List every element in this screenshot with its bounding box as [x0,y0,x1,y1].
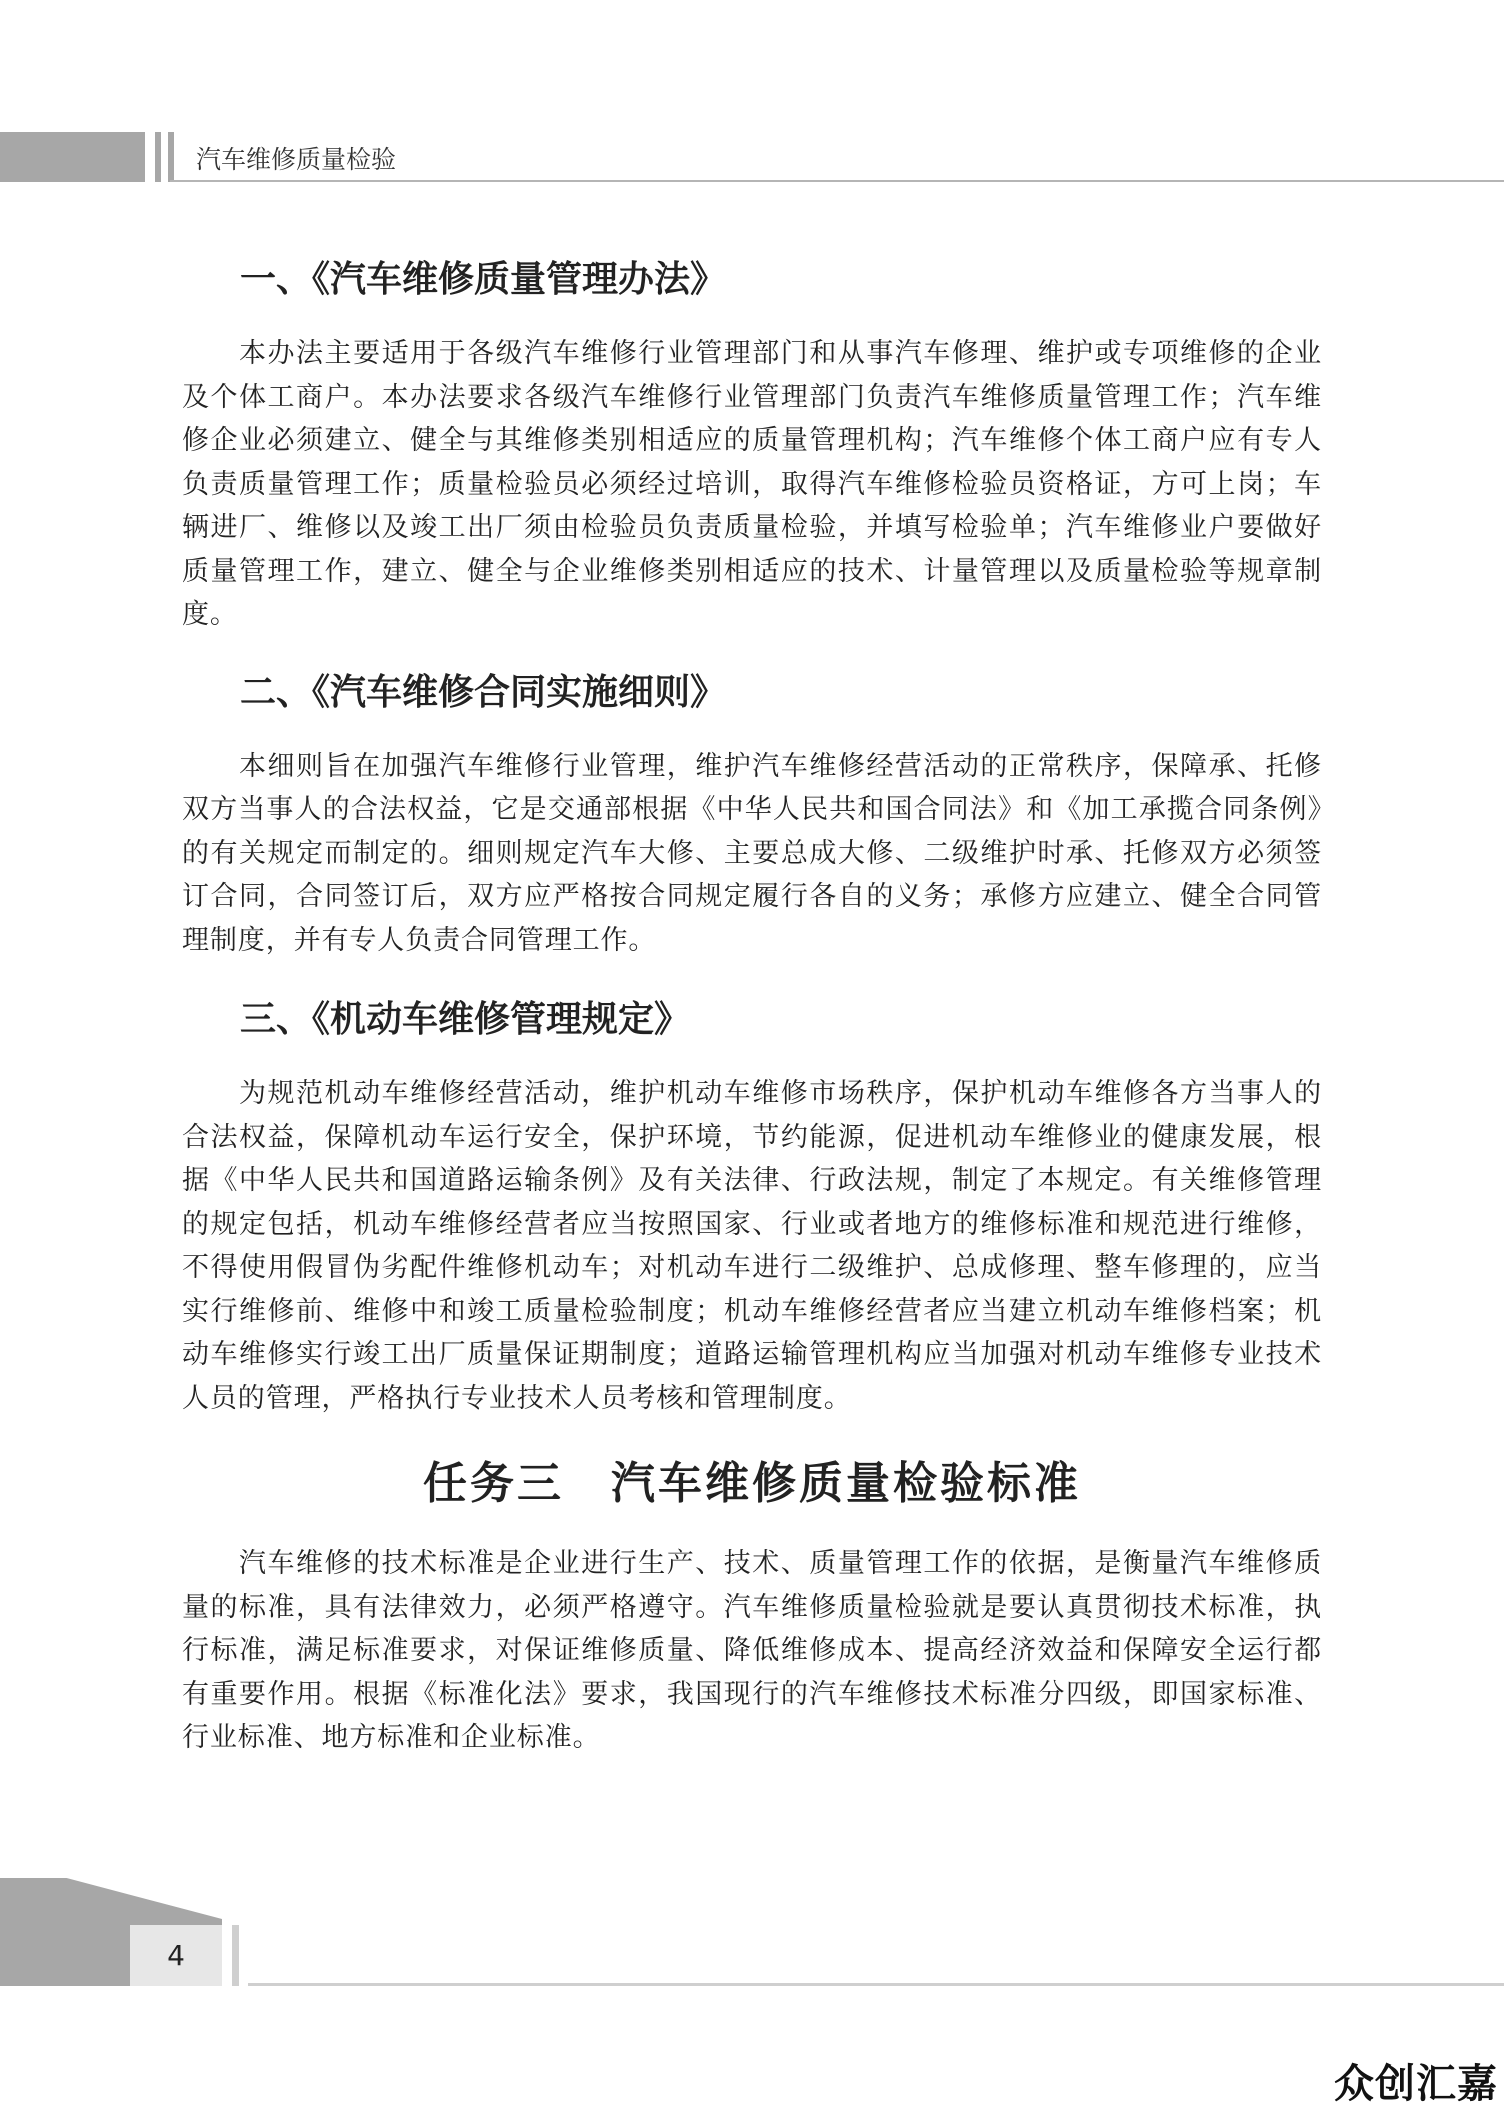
task-title: 任务三 汽车维修质量检验标准 [423,1458,1081,1509]
task-paragraph: 汽车维修的技术标准是企业进行生产、技术、质量管理工作的依据，是衡量汽车维修质量的标准，具有法律效力，必须严格遵守。汽车维修质量检验就是要认真贯彻技术标准，执行标准，满足标准要求，对保证维修质量、降低维修成本、提高经济效益和保障安全运行都有重要作用。根据《标准化法》要求，我国现行的汽车维修技术标准分四级，即国家标准、行业标准、地方标准和企业标准。 [182,1548,1322,1753]
footer-bar [232,1925,239,1986]
section-heading: 二、《汽车维修合同实施细则》 [240,671,727,713]
section-3 [182,990,1322,1420]
section-paragraph: 本办法主要适用于各级汽车维修行业管理部门和从事汽车修理、维护或专项维修的企业及个体工商户。本办法要求各级汽车维修行业管理部门负责汽车维修质量管理工作；汽车维修企业必须建立、健全与其维修类别相适应的质量管理机构；汽车维修个体工商户应有专人负责质量管理工作；质量检验员必须经过培训，取得汽车维修检验员资格证，方可上岗；车辆进厂、维修以及竣工出厂须由检验员负责质量检验，并填写检验单；汽车维修业户要做好质量管理工作，建立、健全与企业维修类别相适应的技术、计量管理以及质量检验等规章制度。 [182,338,1322,630]
header-gray-block [0,132,145,182]
page-body [182,250,1322,1760]
section-1 [182,250,1322,637]
header-bar-1 [155,132,161,182]
page-number: 4 [167,1939,185,1972]
header-rule [170,180,1504,182]
section-heading: 三、《机动车维修管理规定》 [240,999,691,1040]
section-paragraph: 本细则旨在加强汽车维修行业管理，维护汽车维修经营活动的正常秩序，保障承、托修双方当事人的合法权益，它是交通部根据《中华人民共和国合同法》和《加工承揽合同条例》的有关规定而制定的。细则规定汽车大修、主要总成大修、二级维护时承、托修双方必须签订合同，合同签订后，双方应严格按合同规定履行各自的义务；承修方应建立、健全合同管理制度，并有专人负责合同管理工作。 [182,750,1322,956]
watermark-logo: 众创汇嘉 [1334,2061,1498,2107]
section-paragraph: 为规范机动车维修经营活动，维护机动车维修市场秩序，保护机动车维修各方当事人的合法权益，保障机动车运行安全，保护环境，节约能源，促进机动车维修业的健康发展，根据《中华人民共和国道路运输条例》及有关法律、行政法规，制定了本规定。有关维修管理的规定包括，机动车维修经营者应当按照国家、行业或者地方的维修标准和规范进行维修，不得使用假冒伪劣配件维修机动车；对机动车进行二级维护、总成修理、整车修理的，应当实行维修前、维修中和竣工质量检验制度；机动车维修经营者应当建立机动车维修档案；机动车维修实行竣工出厂质量保证期制度；道路运输管理机构应当加强对机动车维修专业技术人员的管理，严格执行专业技术人员考核和管理制度。 [182,1078,1322,1414]
header-bar-2 [168,132,174,182]
task-section [182,1452,1322,1760]
section-2 [182,663,1322,963]
running-header-title: 汽车维修质量检验 [196,145,397,174]
footer-rule [248,1983,1504,1986]
section-heading: 一、《汽车维修质量管理办法》 [240,259,727,300]
